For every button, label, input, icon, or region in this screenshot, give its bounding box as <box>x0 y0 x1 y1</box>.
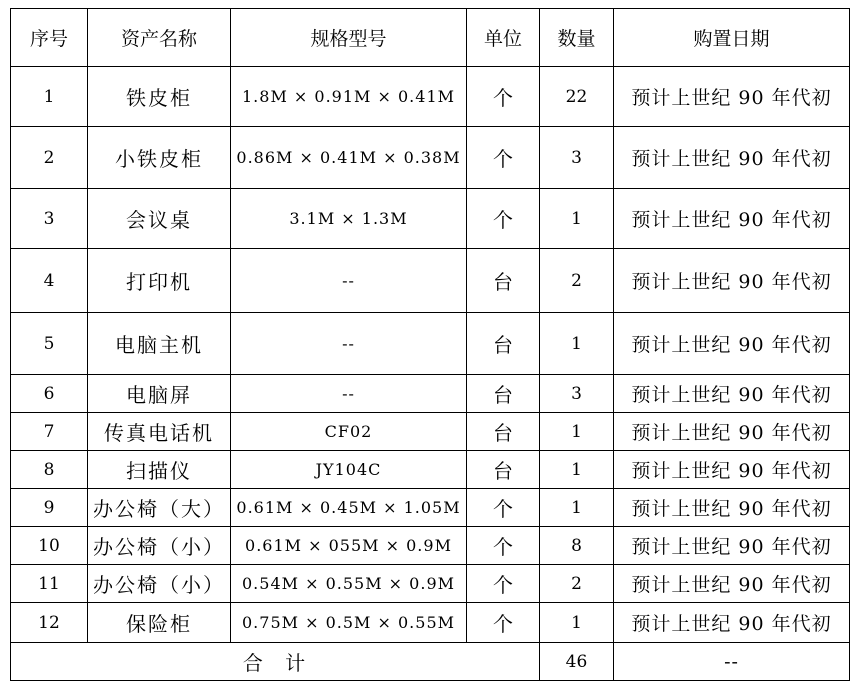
asset-table <box>10 8 850 681</box>
cell-unit: 台 <box>467 313 540 375</box>
cell-spec: 0.61M × 0.45M × 1.05M <box>231 489 467 527</box>
cell-name: 电脑主机 <box>88 313 231 375</box>
asset-table-container <box>10 8 849 688</box>
cell-date: 预计上世纪 90 年代初 <box>614 127 850 189</box>
header-seq: 序号 <box>11 9 88 67</box>
cell-date: 预计上世纪 90 年代初 <box>614 189 850 249</box>
cell-seq: 3 <box>11 189 88 249</box>
cell-date: 预计上世纪 90 年代初 <box>614 603 850 643</box>
cell-unit: 个 <box>467 565 540 603</box>
total-qty: 46 <box>540 643 614 681</box>
cell-date: 预计上世纪 90 年代初 <box>614 451 850 489</box>
cell-unit: 个 <box>467 189 540 249</box>
cell-name: 保险柜 <box>88 603 231 643</box>
table-row <box>11 451 850 489</box>
cell-name: 办公椅（大） <box>88 489 231 527</box>
header-spec: 规格型号 <box>231 9 467 67</box>
cell-seq: 12 <box>11 603 88 643</box>
cell-qty: 1 <box>540 189 614 249</box>
cell-name: 电脑屏 <box>88 375 231 413</box>
cell-date: 预计上世纪 90 年代初 <box>614 413 850 451</box>
total-date: -- <box>614 643 850 681</box>
table-row <box>11 489 850 527</box>
cell-name: 会议桌 <box>88 189 231 249</box>
cell-unit: 台 <box>467 413 540 451</box>
cell-spec: 0.86M × 0.41M × 0.38M <box>231 127 467 189</box>
table-row <box>11 67 850 127</box>
cell-seq: 10 <box>11 527 88 565</box>
header-qty: 数量 <box>540 9 614 67</box>
cell-qty: 1 <box>540 603 614 643</box>
cell-date: 预计上世纪 90 年代初 <box>614 527 850 565</box>
table-row <box>11 375 850 413</box>
cell-qty: 1 <box>540 413 614 451</box>
cell-name: 打印机 <box>88 249 231 313</box>
cell-name: 小铁皮柜 <box>88 127 231 189</box>
cell-spec: -- <box>231 313 467 375</box>
cell-spec: 3.1M × 1.3M <box>231 189 467 249</box>
cell-spec: 0.61M × 055M × 0.9M <box>231 527 467 565</box>
cell-date: 预计上世纪 90 年代初 <box>614 313 850 375</box>
total-label: 合 计 <box>11 643 540 681</box>
cell-qty: 8 <box>540 527 614 565</box>
cell-unit: 个 <box>467 127 540 189</box>
cell-unit: 台 <box>467 249 540 313</box>
header-row <box>11 9 850 67</box>
cell-unit: 台 <box>467 451 540 489</box>
total-row <box>11 643 850 681</box>
cell-seq: 6 <box>11 375 88 413</box>
cell-date: 预计上世纪 90 年代初 <box>614 375 850 413</box>
cell-qty: 3 <box>540 375 614 413</box>
cell-spec: -- <box>231 249 467 313</box>
table-row <box>11 603 850 643</box>
cell-qty: 2 <box>540 565 614 603</box>
cell-name: 办公椅（小） <box>88 527 231 565</box>
cell-spec: CF02 <box>231 413 467 451</box>
cell-spec: -- <box>231 375 467 413</box>
header-date: 购置日期 <box>614 9 850 67</box>
table-row <box>11 413 850 451</box>
cell-seq: 5 <box>11 313 88 375</box>
table-row <box>11 527 850 565</box>
cell-seq: 8 <box>11 451 88 489</box>
cell-date: 预计上世纪 90 年代初 <box>614 565 850 603</box>
header-unit: 单位 <box>467 9 540 67</box>
table-row <box>11 313 850 375</box>
cell-unit: 个 <box>467 489 540 527</box>
cell-unit: 个 <box>467 527 540 565</box>
cell-qty: 3 <box>540 127 614 189</box>
cell-spec: JY104C <box>231 451 467 489</box>
cell-spec: 1.8M × 0.91M × 0.41M <box>231 67 467 127</box>
table-row <box>11 127 850 189</box>
cell-seq: 7 <box>11 413 88 451</box>
cell-name: 铁皮柜 <box>88 67 231 127</box>
cell-spec: 0.75M × 0.5M × 0.55M <box>231 603 467 643</box>
table-row <box>11 249 850 313</box>
cell-date: 预计上世纪 90 年代初 <box>614 249 850 313</box>
cell-qty: 1 <box>540 489 614 527</box>
cell-seq: 9 <box>11 489 88 527</box>
cell-seq: 2 <box>11 127 88 189</box>
cell-unit: 台 <box>467 375 540 413</box>
cell-date: 预计上世纪 90 年代初 <box>614 67 850 127</box>
cell-name: 扫描仪 <box>88 451 231 489</box>
table-row <box>11 189 850 249</box>
cell-qty: 2 <box>540 249 614 313</box>
cell-name: 传真电话机 <box>88 413 231 451</box>
table-row <box>11 565 850 603</box>
cell-qty: 1 <box>540 313 614 375</box>
cell-seq: 4 <box>11 249 88 313</box>
cell-unit: 个 <box>467 603 540 643</box>
cell-qty: 1 <box>540 451 614 489</box>
cell-seq: 1 <box>11 67 88 127</box>
cell-qty: 22 <box>540 67 614 127</box>
cell-seq: 11 <box>11 565 88 603</box>
cell-date: 预计上世纪 90 年代初 <box>614 489 850 527</box>
cell-unit: 个 <box>467 67 540 127</box>
header-name: 资产名称 <box>88 9 231 67</box>
cell-name: 办公椅（小） <box>88 565 231 603</box>
cell-spec: 0.54M × 0.55M × 0.9M <box>231 565 467 603</box>
